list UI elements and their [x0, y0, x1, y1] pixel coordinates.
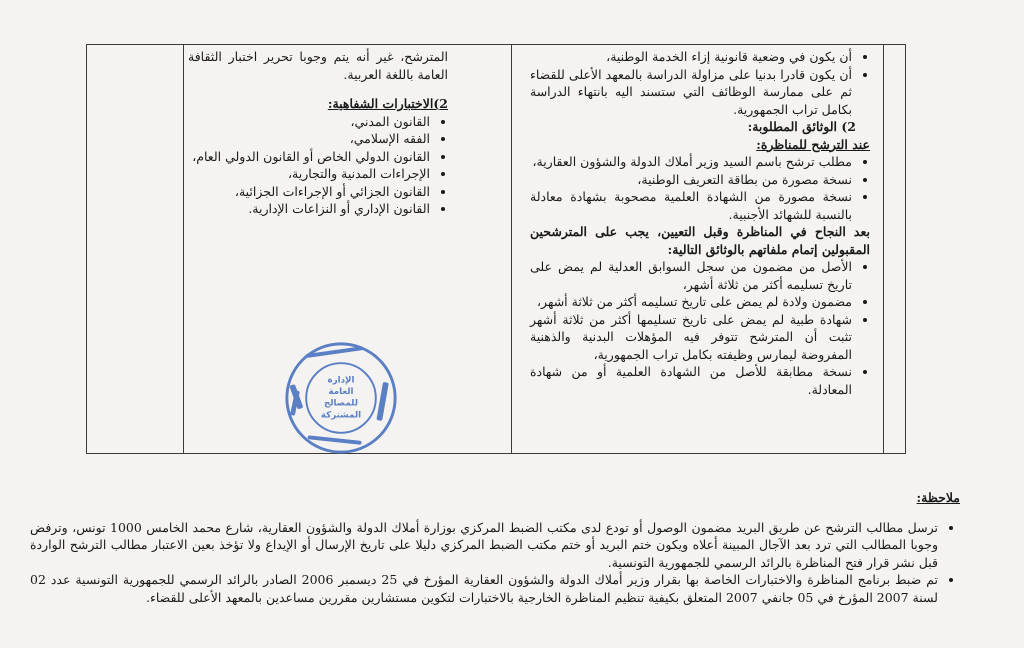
- list-item: • ترسل مطالب الترشح عن طريق البريد مضمون الوصول أو تودع لدى مكتب الضبط المركزي بوزارة أملاك الدولة والشؤون العقارية، شارع محمد الخامس 1000 تونس، وترفض وجوبا المطالب التي ترد بعد الآجال المبينة أعلاه ويكون ختم البريد أو ختم مكتب الضبط المركزي دليلا على تاريخ الإرسال أو الإيداع ولا تؤخذ بعين الاعتبار مطالب الترشح الواردة قبل نشر قرار فتح المناظرة بالرائد الرسمي للجمهورية التونسية.: [30, 519, 938, 572]
- documents-heading: 2) الوثائق المطلوبة:: [747, 119, 856, 134]
- list-item: • الأصل من مضمون من سجل السوابق العدلية لم يمض على تاريخ تسليمه أكثر من ثلاثة أشهر،: [530, 258, 852, 293]
- list-item: • أن يكون في وضعية قانونية إزاء الخدمة الوطنية،: [530, 48, 852, 66]
- exams-column: [188, 48, 448, 218]
- oral-exams-heading: 2)الاختبارات الشفاهية:: [327, 96, 448, 111]
- list-item: • نسخة مصورة من الشهادة العلمية مصحوبة بشهادة معادلة بالنسبة للشهائد الأجنبية.: [530, 188, 852, 223]
- stamp-line: العامة: [328, 387, 354, 398]
- list-item: • الفقه الإسلامي،: [188, 130, 430, 148]
- table-divider-left: [183, 45, 184, 453]
- list-item: • نسخة مطابقة للأصل من الشهادة العلمية أو من شهادة المعادلة.: [530, 363, 852, 398]
- list-item: • مطلب ترشح باسم السيد وزير أملاك الدولة والشؤون العقارية،: [530, 153, 852, 171]
- stamp-line: الإدارة: [327, 375, 355, 386]
- stamp-line: للمصالح: [324, 398, 358, 409]
- exam-intro: المترشح، غير أنه يتم وجوبا تحرير اختبار الثقافة العامة باللغة العربية.: [188, 49, 448, 82]
- list-item: • القانون الإداري أو النزاعات الإدارية.: [188, 200, 430, 218]
- after-success-heading: بعد النجاح في المناظرة وقبل التعيين، يجب على المترشحين المقبولين إتمام ملفاتهم بالوثائق التالية:: [530, 224, 870, 257]
- table-divider-right: [883, 45, 884, 453]
- list-item: • القانون الجزائي أو الإجراءات الجزائية،: [188, 183, 430, 201]
- list-item: • الإجراءات المدنية والتجارية،: [188, 165, 430, 183]
- stamp-line: المشتركة: [320, 410, 362, 421]
- table-divider-middle: [511, 45, 512, 453]
- list-item: • أن يكون قادرا بدنيا على مزاولة الدراسة بالمعهد الأعلى للقضاء ثم على ممارسة الوظائف التي ستسند اليه بانتهاء الدراسة بكامل تراب الجمهورية.: [530, 66, 852, 119]
- stamp-center-text: [321, 376, 361, 421]
- list-item: • تم ضبط برنامج المناظرة والاختبارات الخاصة بها بقرار وزير أملاك الدولة والشؤون العقارية المؤرخ في 25 ديسمبر 2006 الصادر بالرائد الرسمي للجمهورية التونسية عدد 02 لسنة 2007 المؤرخ في 05 جانفي 2007 المتعلق بكيفية تنظيم المناظرة الخارجية بالاختبارات لتكوين مستشارين مقررين مساعدين بالمعهد الأعلى للقضاء.: [30, 571, 938, 606]
- official-stamp: [283, 340, 399, 456]
- list-item: • القانون المدني،: [188, 113, 430, 131]
- list-item: • القانون الدولي الخاص أو القانون الدولي العام،: [188, 148, 430, 166]
- list-item: • شهادة طبية لم يمض على تاريخ تسليمها أكثر من ثلاثة أشهر تثبت أن المترشح تتوفر فيه المؤهلات البدنية والذهنية المفروضة ليمارس وظيفته بكامل تراب الجمهورية،: [530, 311, 852, 364]
- conditions-column: [530, 48, 870, 398]
- list-item: • مضمون ولادة لم يمض على تاريخ تسليمه أكثر من ثلاثة أشهر،: [530, 293, 852, 311]
- list-item: • نسخة مصورة من بطاقة التعريف الوطنية،: [530, 171, 852, 189]
- notes-heading: ملاحظة:: [916, 489, 960, 505]
- notes-section: [30, 476, 960, 606]
- application-subheading: عند الترشح للمناظرة:: [756, 136, 870, 152]
